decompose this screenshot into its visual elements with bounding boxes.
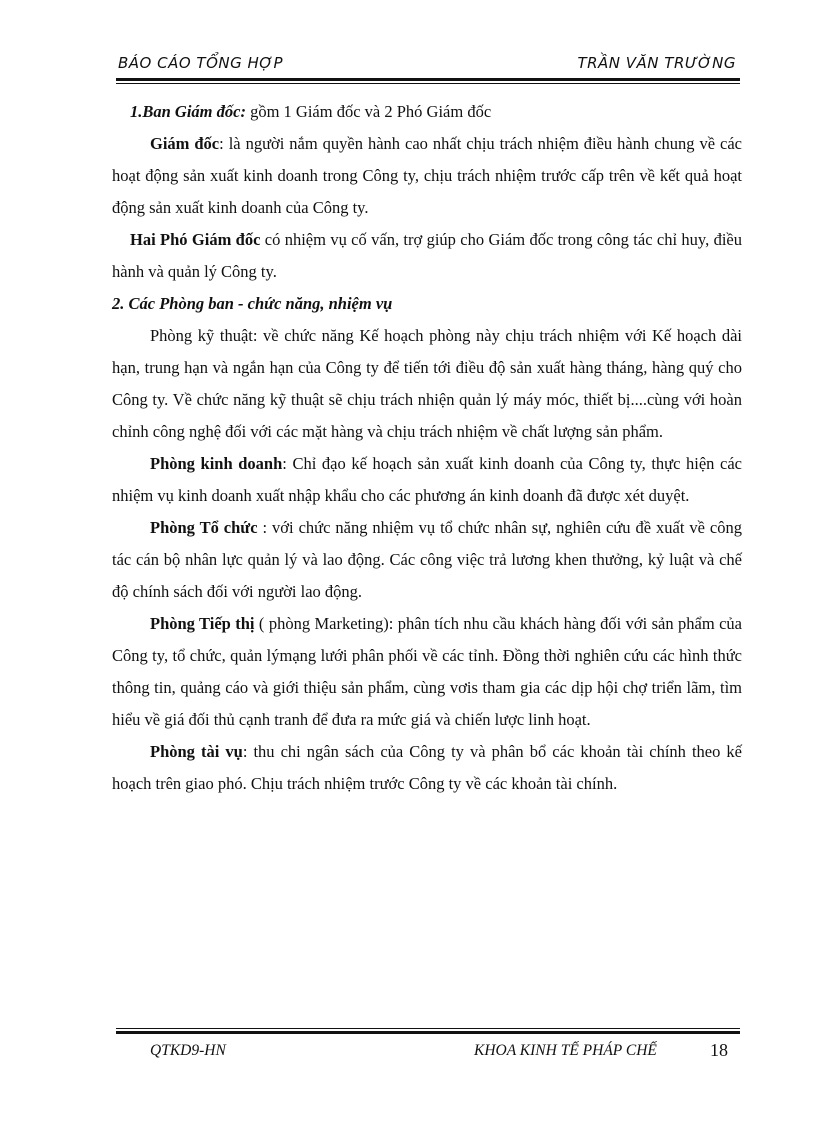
- deputy-label: Hai Phó Giám đốc: [130, 230, 261, 249]
- header-rule-thin: [116, 83, 740, 84]
- business-label: Phòng kinh doanh: [150, 454, 283, 473]
- marketing-label: Phòng Tiếp thị: [150, 614, 255, 633]
- director-paragraph: [112, 128, 742, 224]
- document-body: [112, 96, 742, 800]
- finance-paragraph: [112, 736, 742, 800]
- footer-faculty: KHOA KINH TẾ PHÁP CHẾ: [474, 1042, 657, 1059]
- deputy-paragraph: [112, 224, 742, 288]
- technical-paragraph: [112, 320, 742, 448]
- header-report-title: BÁO CÁO TỔNG HỢP: [118, 54, 284, 72]
- marketing-text: ( phòng Marketing): phân tích nhu cầu khách hàng đối với sản phẩm của Công ty, tổ chức, quản lýmạng lưới phân phối về các tỉnh. Đồng thời nghiên cứu các hình thức thông tin, quảng cáo và giới thiệu sản phẩm, cùng vơis tham gia các dịp hội chợ triển lãm, tìm hiểu về giá đối thủ cạnh tranh để đưa ra mức giá và chiến lược linh hoạt.: [112, 614, 742, 729]
- footer-rule-thin: [116, 1028, 740, 1029]
- header-rule: [116, 78, 740, 81]
- business-paragraph: [112, 448, 742, 512]
- page-number: 18: [710, 1040, 728, 1060]
- departments-heading: [112, 288, 742, 320]
- footer-class-code: QTKD9-HN: [150, 1042, 226, 1059]
- technical-text: Phòng kỹ thuật: về chức năng Kế hoạch phòng này chịu trách nhiệm với Kế hoạch dài hạn, trung hạn và ngắn hạn của Công ty để tiến tới điều độ sản xuất hàng tháng, hàng quý cho Công ty. Về chức năng kỹ thuật sẽ chịu trách nhiện quản lý máy móc, thiết bị....cùng với hoàn chỉnh công nghệ đối với các mặt hàng và chịu trách nhiệm về chất lượng sản phẩm.: [112, 326, 742, 441]
- board-heading-rest: gồm 1 Giám đốc và 2 Phó Giám đốc: [245, 102, 492, 121]
- deputy-text: có nhiệm vụ cố vấn, trợ giúp cho Giám đốc trong công tác chỉ huy, điều hành và quản lý Công ty.: [112, 230, 742, 281]
- organization-text: : với chức năng nhiệm vụ tổ chức nhân sự, nghiên cứu đề xuất về công tác cán bộ nhân lực quản lý và lao động. Các công việc trả lương khen thưởng, kỷ luật và chế độ chính sách đối với người lao động.: [112, 518, 742, 601]
- finance-text: : thu chi ngân sách của Công ty và phân bổ các khoản tài chính theo kế hoạch trên giao phó. Chịu trách nhiệm trước Công ty về các khoản tài chính.: [112, 742, 743, 793]
- director-label: Giám đốc: [150, 134, 220, 153]
- finance-label: Phòng tài vụ: [150, 742, 243, 761]
- marketing-paragraph: [112, 608, 742, 736]
- director-text: : là người nắm quyền hành cao nhất chịu trách nhiệm điều hành chung về các hoạt động sản xuất kinh doanh trong Công ty, chịu trách nhiệm trước cấp trên về kết quả hoạt động sản xuất kinh doanh của Công ty.: [112, 134, 742, 217]
- board-heading: 1.Ban Giám đốc:: [130, 102, 246, 121]
- board-paragraph: [112, 96, 742, 128]
- organization-label: Phòng Tổ chức: [150, 518, 258, 537]
- departments-heading-text: 2. Các Phòng ban - chức năng, nhiệm vụ: [112, 294, 393, 313]
- organization-paragraph: [112, 512, 742, 608]
- header-author: TRẦN VĂN TRƯỜNG: [577, 54, 736, 72]
- footer-rule: [116, 1031, 740, 1034]
- business-text: : Chỉ đạo kế hoạch sản xuất kinh doanh của Công ty, thực hiện các nhiệm vụ kinh doanh xuất nhập khẩu cho các phương án kinh doanh đã được xét duyệt.: [112, 454, 742, 505]
